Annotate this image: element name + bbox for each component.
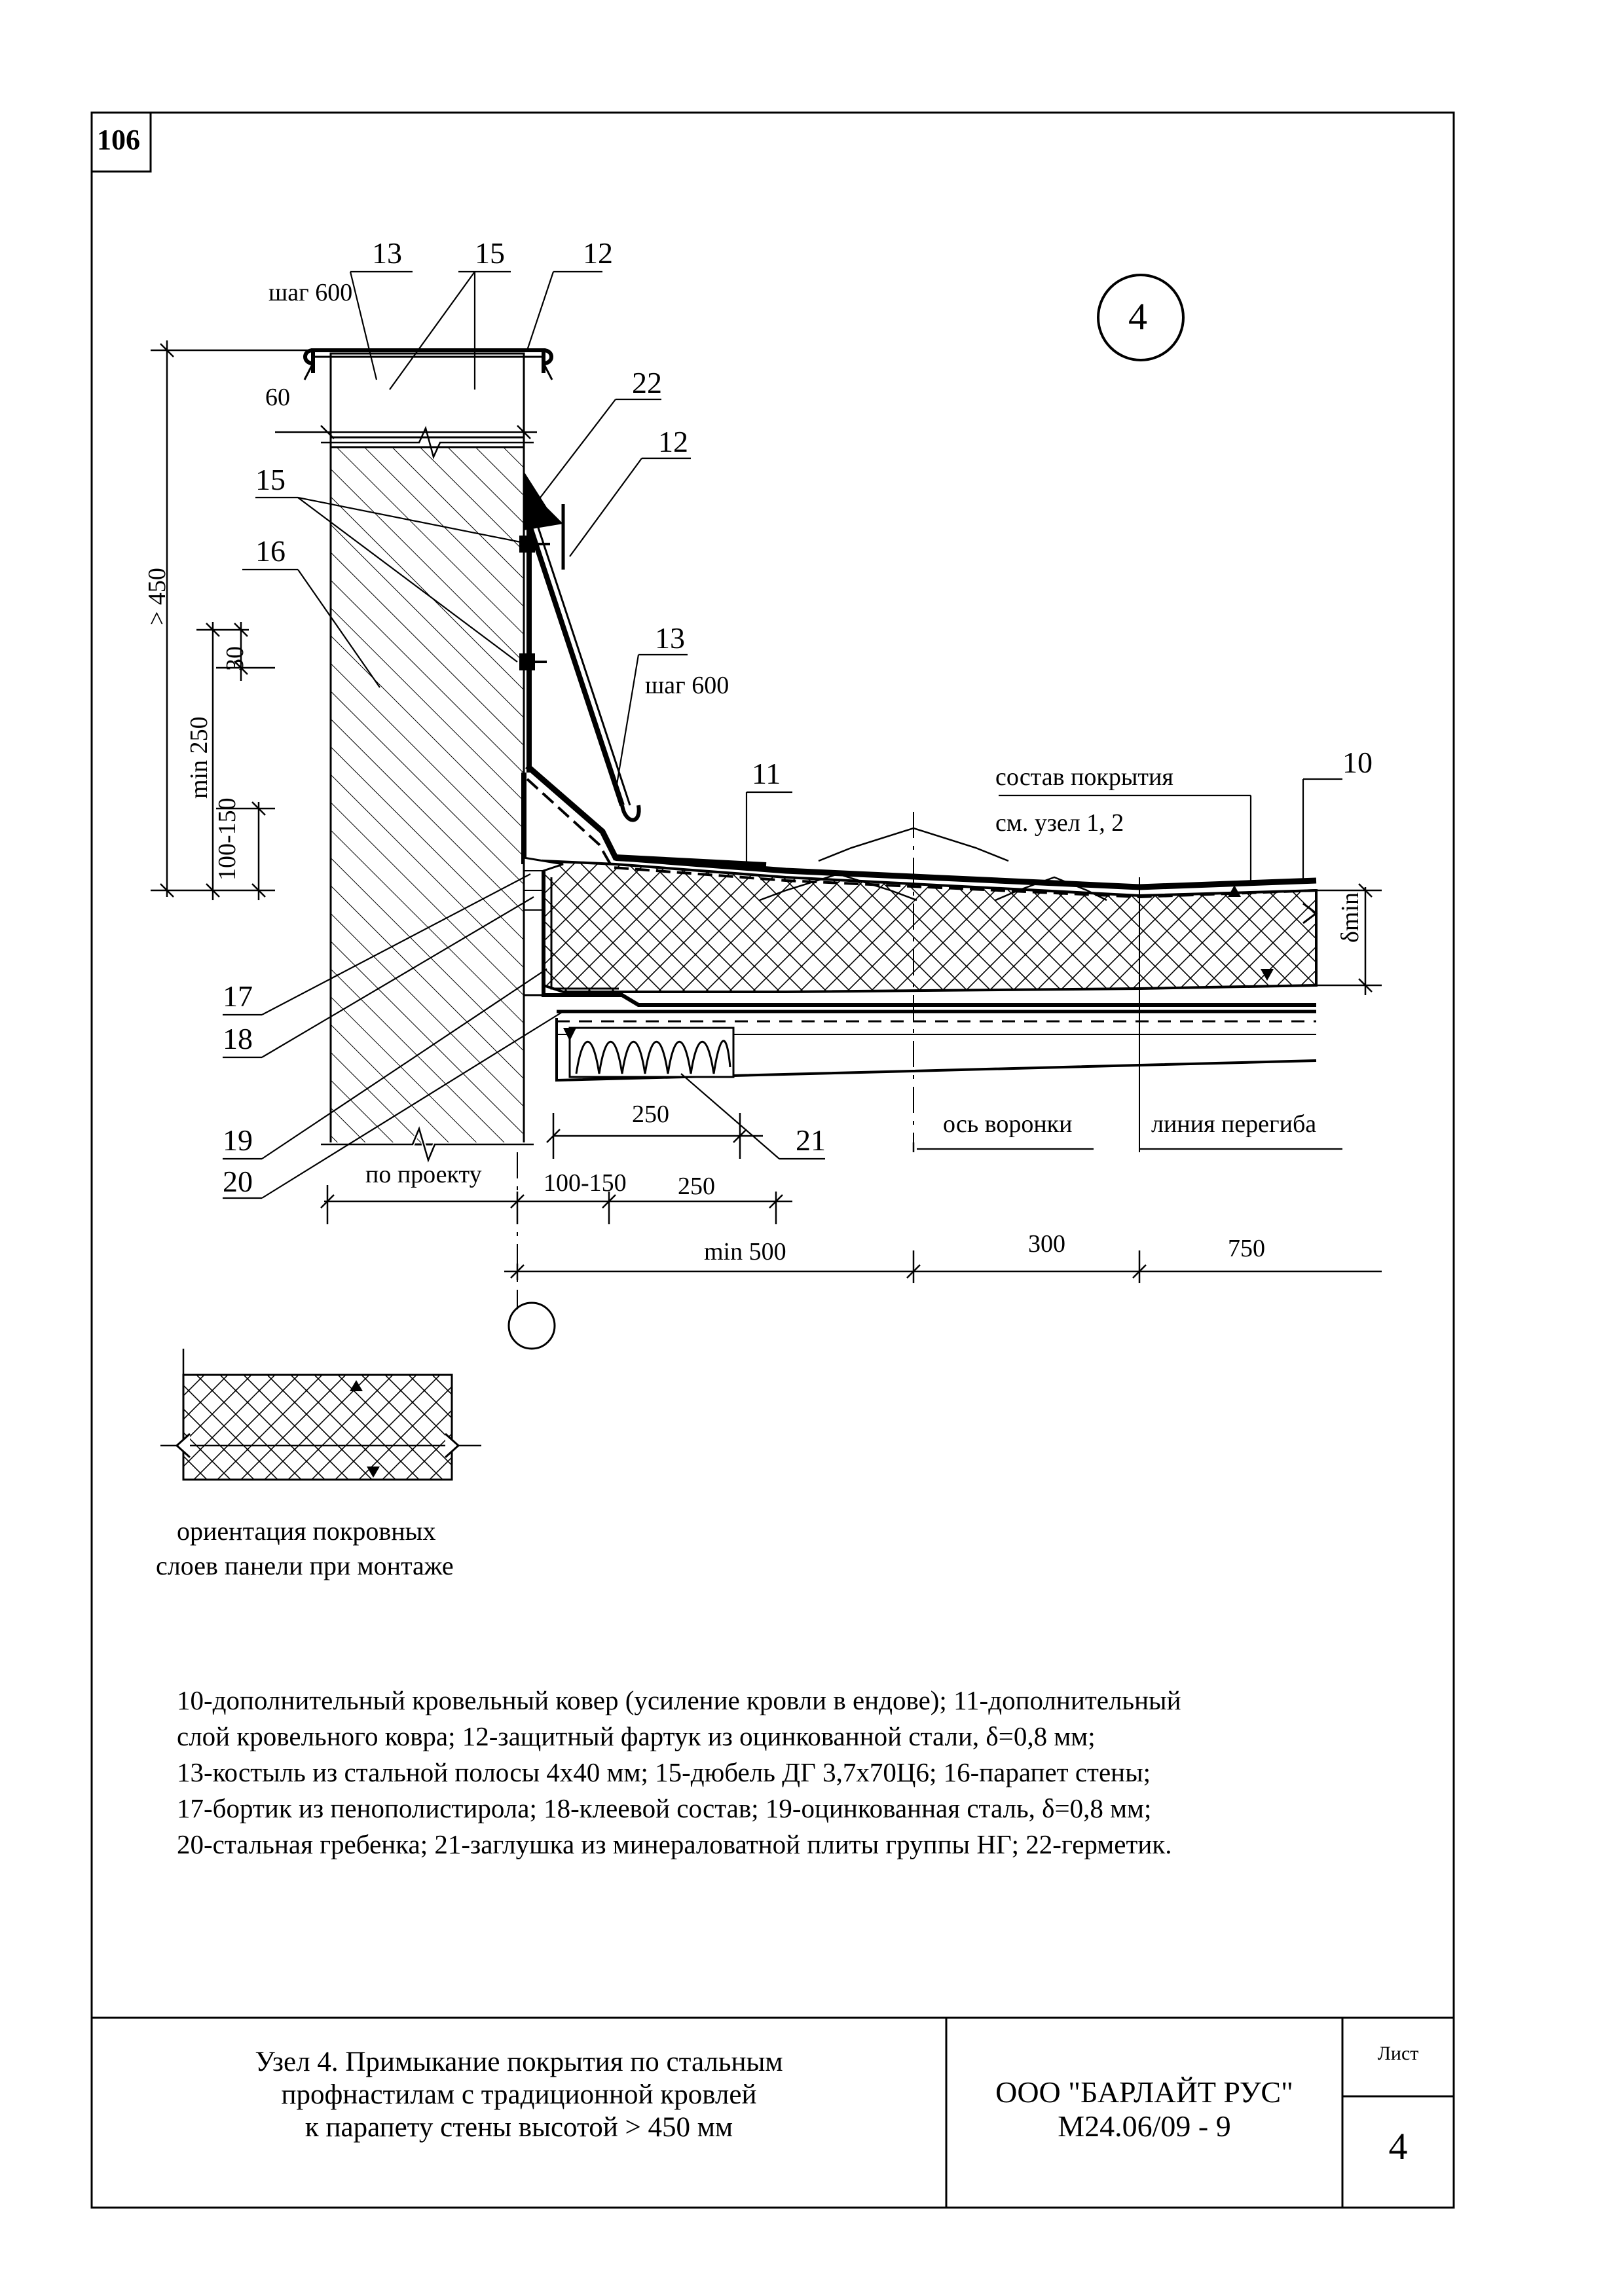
- callout-17: 17: [223, 979, 253, 1013]
- dim-100-150-v: 100-150: [213, 797, 241, 881]
- dim-250-a: 250: [632, 1101, 669, 1128]
- legend-line: 17-бортик из пенополистирола; 18-клеевой состав; 19-оцинкованная сталь, δ=0,8 мм;: [177, 1793, 1152, 1823]
- title-line-1: Узел 4. Примыкание покрытия по стальным: [255, 2047, 783, 2077]
- callout-16: 16: [255, 534, 286, 568]
- dim-450: > 450: [143, 568, 171, 625]
- callout-15-top: 15: [475, 236, 505, 270]
- title-block-title: [92, 2046, 946, 2144]
- callout-13-mid: 13: [655, 621, 685, 655]
- page-number: 106: [97, 124, 140, 156]
- callout-12-top: 12: [583, 236, 613, 270]
- node-number: 4: [1128, 295, 1147, 338]
- funnel-axis-label: ось воронки: [943, 1110, 1073, 1138]
- callout-13-top: 13: [372, 236, 402, 270]
- insulation-panel: [544, 861, 1316, 992]
- title-line-2: профнастилам с традиционной кровлей: [281, 2079, 757, 2110]
- orientation-caption-2: слоев панели при монтаже: [156, 1551, 454, 1580]
- callout-15-left: 15: [255, 463, 286, 496]
- apron-flashing: [524, 471, 639, 820]
- dim-100-150-h: 100-150: [544, 1169, 627, 1197]
- callout-20: 20: [223, 1165, 253, 1198]
- composition-label-1: состав покрытия: [995, 763, 1173, 791]
- dim-min-250: min 250: [185, 716, 213, 799]
- callout-21: 21: [796, 1123, 826, 1157]
- callout-12-mid: 12: [658, 425, 688, 458]
- orientation-caption-1: ориентация покровных: [177, 1516, 436, 1546]
- mineral-wool-plug: [563, 1028, 733, 1077]
- legend-line: слой кровельного ковра; 12-защитный фартук из оцинкованной стали, δ=0,8 мм;: [177, 1721, 1096, 1751]
- title-line-3: к парапету стены высотой > 450 мм: [304, 2112, 733, 2143]
- callout-22: 22: [632, 366, 662, 399]
- step-600-top: шаг 600: [268, 279, 353, 306]
- dim-60: 60: [265, 384, 290, 411]
- legend: [177, 1683, 1342, 1863]
- callout-19: 19: [223, 1123, 253, 1157]
- dim-750: 750: [1228, 1235, 1265, 1262]
- dim-250-b: 250: [678, 1173, 715, 1200]
- wall-axis-marker: [509, 1303, 555, 1349]
- dim-30: 30: [221, 646, 249, 671]
- document-code: М24.06/09 - 9: [1058, 2109, 1231, 2143]
- legend-line: 10-дополнительный кровельный ковер (усиление кровли в ендове); 11-дополнительный: [177, 1685, 1181, 1715]
- sheet-label: Лист: [1377, 2043, 1419, 2064]
- sheet-number: 4: [1388, 2125, 1408, 2168]
- legend-line: 20-стальная гребенка; 21-заглушка из минераловатной плиты группы НГ; 22-герметик.: [177, 1829, 1172, 1859]
- parapet-wall: [321, 354, 534, 1160]
- delta-min-label: δmin: [1337, 892, 1364, 943]
- sheet-border: [92, 113, 1454, 2208]
- title-block-company: [946, 2075, 1342, 2143]
- callout-10: 10: [1342, 746, 1373, 779]
- orientation-panel: [160, 1349, 481, 1480]
- dim-300: 300: [1028, 1230, 1065, 1258]
- step-600-mid: шаг 600: [645, 672, 729, 699]
- per-project-label: по проекту: [365, 1161, 482, 1188]
- bend-line-label: линия перегиба: [1151, 1110, 1317, 1138]
- legend-line: 13-костыль из стальной полосы 4х40 мм; 15-дюбель ДГ 3,7х70Ц6; 16-парапет стены;: [177, 1757, 1151, 1787]
- composition-label-2: см. узел 1, 2: [995, 809, 1124, 837]
- callout-18: 18: [223, 1022, 253, 1055]
- dowel-15-lower: [521, 655, 547, 669]
- dim-min-500: min 500: [704, 1238, 786, 1266]
- callout-11: 11: [752, 757, 781, 790]
- company-name: ООО "БАРЛАЙТ РУС": [995, 2075, 1293, 2109]
